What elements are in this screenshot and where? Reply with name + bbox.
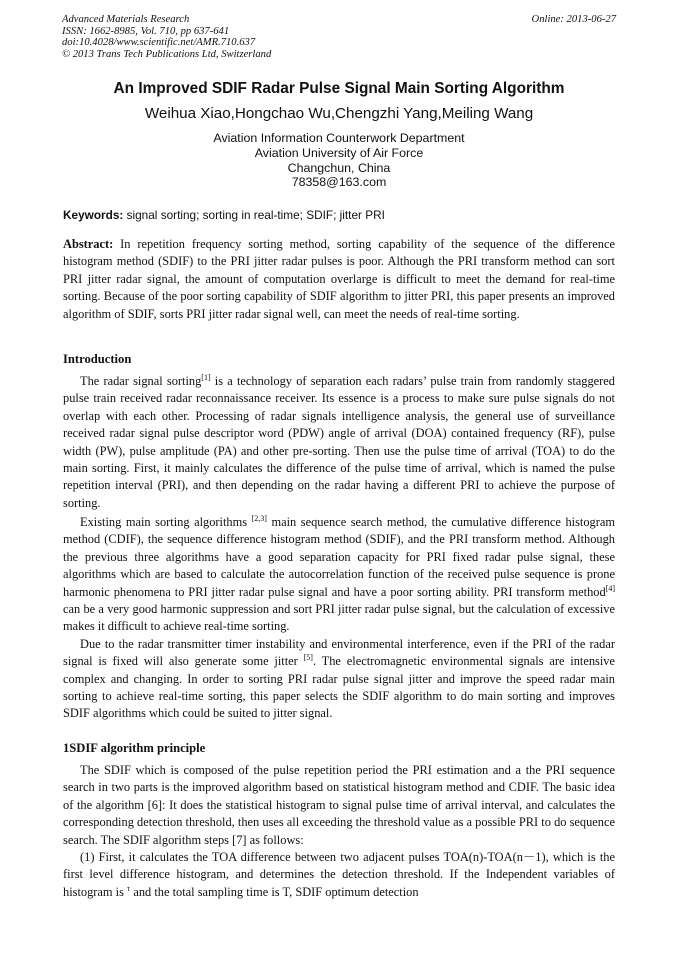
- intro-p3-text-cont: . The electromagnetic environmental signals are intensive complex and changing. In order to sorting PRI radar pulse signal jitter and improve the speed radar main sorting to achieve real-time sorting, this paper selects the SDIF algorithm to do main sorting and improves SDIF algorithms which could be suited to jitter signal.: [63, 654, 615, 721]
- intro-paragraph-2: [63, 514, 615, 723]
- keywords-label: Keywords:: [63, 208, 124, 222]
- issn-line: ISSN: 1662-8985, Vol. 710, pp 637-641: [62, 25, 230, 37]
- journal-name: Advanced Materials Research: [62, 14, 190, 25]
- abstract-text: In repetition frequency sorting method, sorting capability of the sequence of the difference histogram method (SDIF) to the PRI jitter radar pulses is poor. Although the PRI transform method can sort PRI jitter radar signal, the amount of computation overlarge is difficult to meet the demand for real-time sorting. Because of the poor sorting capability of SDIF algorithm to jitter PRI, this paper presents an improved algorithm of SDIF, sorts PRI jitter radar signal well, can meet the needs of real-time sorting.: [63, 237, 615, 321]
- section1-p2-text-cont: and the total sampling time is T, SDIF optimum detection: [130, 884, 419, 899]
- intro-p2-text-end: can be a very good harmonic suppression and sort PRI jitter radar pulse signal, but the calculation of excessive makes it difficult to achieve real-time sorting.: [63, 602, 615, 634]
- journal-header: [62, 14, 616, 60]
- keywords: [63, 208, 615, 222]
- paper-title: An Improved SDIF Radar Pulse Signal Main Sorting Algorithm: [113, 80, 565, 97]
- doi-line: doi:10.4028/www.scientific.net/AMR.710.637: [62, 37, 256, 49]
- section1-paragraph-1: The SDIF which is composed of the pulse repetition period the PRI estimation and a the PRI sequence search in two parts is the improved algorithm based on statistical histogram method and CDIF. The basic idea of the algorithm [6]: It does the statistical histogram to signal pulse time of arrival interval, and calculates the corresponding detection threshold, then uses all exceeding the threshold value as a possible PRI to do sequence search. The SDIF algorithm steps [7] as follows:: [63, 763, 615, 847]
- section1-p2-text: (1) First, it calculates the TOA difference between two adjacent pulses TOA(n)-TOA(n－1), which is the first level difference histogram, and determines the detection threshold. If the Independent variables of histogram is: [63, 850, 615, 899]
- tau-symbol: τ: [127, 883, 131, 893]
- author-list: Weihua Xiao,Hongchao Wu,Chengzhi Yang,Meiling Wang: [144, 105, 534, 122]
- citation-ref: [2,3]: [251, 514, 267, 523]
- citation-ref: [4]: [605, 583, 615, 593]
- copyright-line: © 2013 Trans Tech Publications Ltd, Switzerland: [62, 48, 272, 60]
- intro-p2-text: Existing main sorting algorithms: [80, 515, 252, 529]
- intro-p2-text-cont: main sequence search method, the cumulative difference histogram method (CDIF), the sequence difference histogram method (SDIF), and the PRI transform method. Although the previous three algorithms have a good separation capacity for PRI fixed radar pulse signal, these algorithms which are based to calculate the autocorrelation function of the received pulse sequence is prone harmonic phenomena to PRI jitter radar pulse signal and have a poor sorting ability. PRI transform method: [63, 515, 615, 599]
- abstract-label: Abstract:: [63, 237, 114, 251]
- author-email: 78358@163.com: [291, 175, 387, 190]
- section1-paragraph-2: [63, 849, 615, 901]
- abstract: [63, 236, 615, 323]
- intro-p3-text: Due to the radar transmitter timer instability and environmental interference, even if the PRI of the radar signal is fixed will also generate some jitter: [63, 636, 615, 669]
- intro-p1-text-cont: is a technology of separation each radars’ pulse train from randomly staggered pulse train received radar reconnaissance receiver. Its essence is a process to make sure pulse signals do not overlap with each other. Processing of radar signals intelligence analysis, the general use of surveillance received radar signal pulse descriptor word (PDW) angle of arrival (DOA) contained frequency (RF), pulse width (PW), pulse amplitude (PA) and other pre-sorting. Then use the pulse time of arrival (TOA) to do the main sorting. First, it mainly calculates the difference of the pulse time of arrival, which is named the pulse repetition interval (PRI), and then depending on the radar having a different PRI to achieve the purpose of sorting.: [63, 374, 615, 510]
- intro-heading: Introduction: [63, 352, 132, 366]
- citation-ref: [5]: [303, 653, 313, 663]
- intro-paragraph-1: [63, 373, 615, 512]
- keywords-text: signal sorting; sorting in real-time; SDIF; jitter PRI: [123, 208, 385, 222]
- citation-ref: [1]: [201, 373, 211, 382]
- intro-p1-text: The radar signal sorting: [80, 374, 202, 388]
- affiliation: [0, 131, 678, 190]
- affiliation-location: Changchun, China: [287, 160, 391, 175]
- online-date: Online: 2013-06-27: [531, 14, 616, 25]
- section1-body: [63, 762, 615, 901]
- affiliation-department: Aviation Information Counterwork Department: [213, 131, 465, 145]
- section1-heading: 1SDIF algorithm principle: [63, 741, 206, 755]
- affiliation-university: Aviation University of Air Force: [254, 145, 424, 160]
